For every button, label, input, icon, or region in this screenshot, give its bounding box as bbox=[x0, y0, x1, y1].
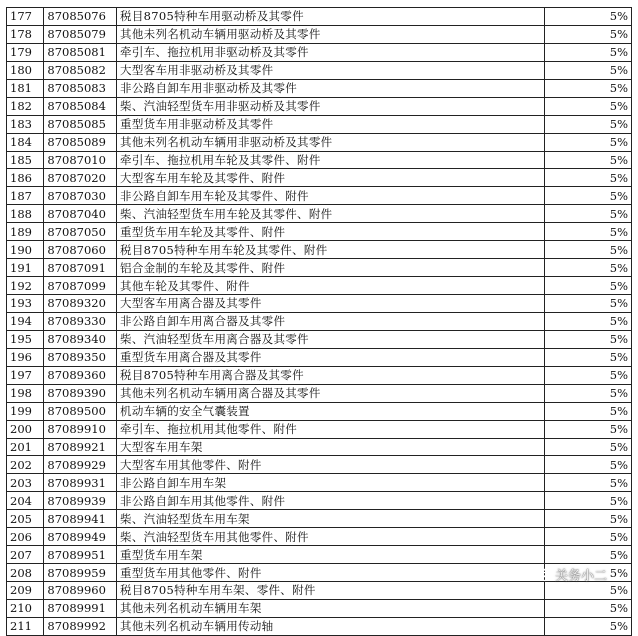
rate-cell: 5% bbox=[544, 187, 631, 205]
description-cell: 非公路自卸车用其他零件、附件 bbox=[117, 492, 545, 510]
table-row bbox=[7, 151, 632, 169]
table-row bbox=[7, 259, 632, 277]
rate-cell: 5% bbox=[544, 438, 631, 456]
hs-code-cell: 87089929 bbox=[44, 456, 117, 474]
description-cell: 重型货车用其他零件、附件 bbox=[117, 564, 545, 582]
description-cell: 牵引车、拖拉机用其他零件、附件 bbox=[117, 420, 545, 438]
hs-code-cell: 87089910 bbox=[44, 420, 117, 438]
hs-code-cell: 87087030 bbox=[44, 187, 117, 205]
description-cell: 其他车轮及其零件、附件 bbox=[117, 277, 545, 295]
rate-cell: 5% bbox=[544, 492, 631, 510]
table-row bbox=[7, 25, 632, 43]
rate-cell: 5% bbox=[544, 277, 631, 295]
row-index: 204 bbox=[7, 492, 44, 510]
row-index: 180 bbox=[7, 61, 44, 79]
row-index: 202 bbox=[7, 456, 44, 474]
row-index: 211 bbox=[7, 617, 44, 635]
row-index: 210 bbox=[7, 599, 44, 617]
row-index: 193 bbox=[7, 295, 44, 313]
table-row bbox=[7, 79, 632, 97]
row-index: 179 bbox=[7, 43, 44, 61]
rate-cell: 5% bbox=[544, 259, 631, 277]
rate-cell: 5% bbox=[544, 133, 631, 151]
row-index: 194 bbox=[7, 312, 44, 330]
row-index: 196 bbox=[7, 348, 44, 366]
table-row bbox=[7, 115, 632, 133]
rate-cell: 5% bbox=[544, 366, 631, 384]
table-row bbox=[7, 384, 632, 402]
row-index: 186 bbox=[7, 169, 44, 187]
rate-cell: 5% bbox=[544, 295, 631, 313]
row-index: 182 bbox=[7, 97, 44, 115]
hs-code-cell: 87085084 bbox=[44, 97, 117, 115]
row-index: 188 bbox=[7, 205, 44, 223]
hs-code-cell: 87089992 bbox=[44, 617, 117, 635]
rate-cell: 5% bbox=[544, 599, 631, 617]
rate-cell: 5% bbox=[544, 420, 631, 438]
rate-cell: 5% bbox=[544, 546, 631, 564]
hs-code-cell: 87089921 bbox=[44, 438, 117, 456]
table-row bbox=[7, 187, 632, 205]
rate-cell: 5% bbox=[544, 348, 631, 366]
rate-cell: 5% bbox=[544, 241, 631, 259]
row-index: 197 bbox=[7, 366, 44, 384]
row-index: 177 bbox=[7, 8, 44, 26]
rate-cell: 5% bbox=[544, 402, 631, 420]
hs-code-cell: 87089390 bbox=[44, 384, 117, 402]
description-cell: 大型客车用车轮及其零件、附件 bbox=[117, 169, 545, 187]
description-cell: 税目8705特种车用驱动桥及其零件 bbox=[117, 8, 545, 26]
description-cell: 大型客车用非驱动桥及其零件 bbox=[117, 61, 545, 79]
table-row bbox=[7, 617, 632, 635]
table-row bbox=[7, 474, 632, 492]
table-row bbox=[7, 366, 632, 384]
row-index: 209 bbox=[7, 582, 44, 600]
table-row bbox=[7, 223, 632, 241]
tariff-table-body bbox=[7, 8, 632, 636]
rate-cell: 5% bbox=[544, 528, 631, 546]
row-index: 200 bbox=[7, 420, 44, 438]
row-index: 206 bbox=[7, 528, 44, 546]
table-row bbox=[7, 582, 632, 600]
row-index: 201 bbox=[7, 438, 44, 456]
hs-code-cell: 87085089 bbox=[44, 133, 117, 151]
description-cell: 税目8705特种车用车轮及其零件、附件 bbox=[117, 241, 545, 259]
rate-cell: 5% bbox=[544, 151, 631, 169]
description-cell: 重型货车用车架 bbox=[117, 546, 545, 564]
description-cell: 柴、汽油轻型货车用车架 bbox=[117, 510, 545, 528]
description-cell: 其他未列名机动车辆用离合器及其零件 bbox=[117, 384, 545, 402]
row-index: 192 bbox=[7, 277, 44, 295]
rate-cell: 5% bbox=[544, 330, 631, 348]
rate-cell: 5% bbox=[544, 384, 631, 402]
description-cell: 柴、汽油轻型货车用车轮及其零件、附件 bbox=[117, 205, 545, 223]
hs-code-cell: 87089991 bbox=[44, 599, 117, 617]
tariff-table bbox=[6, 7, 632, 636]
rate-cell: 5% bbox=[544, 205, 631, 223]
rate-cell: 5% bbox=[544, 115, 631, 133]
table-row bbox=[7, 330, 632, 348]
description-cell: 大型客车用车架 bbox=[117, 438, 545, 456]
description-cell: 其他未列名机动车辆用驱动桥及其零件 bbox=[117, 25, 545, 43]
row-index: 203 bbox=[7, 474, 44, 492]
row-index: 185 bbox=[7, 151, 44, 169]
hs-code-cell: 87089500 bbox=[44, 402, 117, 420]
hs-code-cell: 87089360 bbox=[44, 366, 117, 384]
row-index: 208 bbox=[7, 564, 44, 582]
hs-code-cell: 87085085 bbox=[44, 115, 117, 133]
description-cell: 非公路自卸车用车轮及其零件、附件 bbox=[117, 187, 545, 205]
hs-code-cell: 87087091 bbox=[44, 259, 117, 277]
row-index: 181 bbox=[7, 79, 44, 97]
table-row bbox=[7, 492, 632, 510]
description-cell: 非公路自卸车用非驱动桥及其零件 bbox=[117, 79, 545, 97]
rate-cell: 5% bbox=[544, 582, 631, 600]
hs-code-cell: 87085083 bbox=[44, 79, 117, 97]
table-row bbox=[7, 61, 632, 79]
rate-cell: 5% bbox=[544, 8, 631, 26]
row-index: 207 bbox=[7, 546, 44, 564]
description-cell: 其他未列名机动车辆用传动轴 bbox=[117, 617, 545, 635]
row-index: 199 bbox=[7, 402, 44, 420]
description-cell: 重型货车用非驱动桥及其零件 bbox=[117, 115, 545, 133]
description-cell: 柴、汽油轻型货车用离合器及其零件 bbox=[117, 330, 545, 348]
table-row bbox=[7, 528, 632, 546]
hs-code-cell: 87089330 bbox=[44, 312, 117, 330]
hs-code-cell: 87087060 bbox=[44, 241, 117, 259]
table-row bbox=[7, 312, 632, 330]
description-cell: 铝合金制的车轮及其零件、附件 bbox=[117, 259, 545, 277]
hs-code-cell: 87089931 bbox=[44, 474, 117, 492]
hs-code-cell: 87087099 bbox=[44, 277, 117, 295]
description-cell: 非公路自卸车用离合器及其零件 bbox=[117, 312, 545, 330]
row-index: 178 bbox=[7, 25, 44, 43]
hs-code-cell: 87089960 bbox=[44, 582, 117, 600]
rate-cell: 5% bbox=[544, 474, 631, 492]
hs-code-cell: 87085079 bbox=[44, 25, 117, 43]
table-row bbox=[7, 133, 632, 151]
row-index: 183 bbox=[7, 115, 44, 133]
rate-cell: 5% bbox=[544, 25, 631, 43]
description-cell: 大型客车用离合器及其零件 bbox=[117, 295, 545, 313]
description-cell: 税目8705特种车用离合器及其零件 bbox=[117, 366, 545, 384]
hs-code-cell: 87087010 bbox=[44, 151, 117, 169]
rate-cell: 5% bbox=[544, 456, 631, 474]
table-row bbox=[7, 402, 632, 420]
table-row bbox=[7, 420, 632, 438]
table-row bbox=[7, 241, 632, 259]
table-row bbox=[7, 169, 632, 187]
table-row bbox=[7, 277, 632, 295]
rate-cell: 5% bbox=[544, 97, 631, 115]
rate-cell: 5% bbox=[544, 43, 631, 61]
description-cell: 重型货车用离合器及其零件 bbox=[117, 348, 545, 366]
rate-cell: 5% bbox=[544, 510, 631, 528]
row-index: 205 bbox=[7, 510, 44, 528]
description-cell: 大型客车用其他零件、附件 bbox=[117, 456, 545, 474]
table-row bbox=[7, 97, 632, 115]
description-cell: 牵引车、拖拉机用非驱动桥及其零件 bbox=[117, 43, 545, 61]
watermark-text: 关务小二 bbox=[555, 569, 608, 584]
description-cell: 重型货车用车轮及其零件、附件 bbox=[117, 223, 545, 241]
hs-code-cell: 87087050 bbox=[44, 223, 117, 241]
hs-code-cell: 87089350 bbox=[44, 348, 117, 366]
row-index: 190 bbox=[7, 241, 44, 259]
table-row bbox=[7, 295, 632, 313]
table-row bbox=[7, 510, 632, 528]
table-row bbox=[7, 8, 632, 26]
hs-code-cell: 87089951 bbox=[44, 546, 117, 564]
rate-cell: 5% bbox=[544, 617, 631, 635]
description-cell: 其他未列名机动车辆用非驱动桥及其零件 bbox=[117, 133, 545, 151]
hs-code-cell: 87089941 bbox=[44, 510, 117, 528]
table-row bbox=[7, 205, 632, 223]
description-cell: 税目8705特种车用车架、零件、附件 bbox=[117, 582, 545, 600]
rate-cell: 5% bbox=[544, 61, 631, 79]
row-index: 189 bbox=[7, 223, 44, 241]
table-row bbox=[7, 599, 632, 617]
rate-cell: 5% bbox=[544, 312, 631, 330]
rate-cell: 5% bbox=[544, 223, 631, 241]
row-index: 198 bbox=[7, 384, 44, 402]
table-row bbox=[7, 348, 632, 366]
rate-cell: 5% bbox=[544, 564, 631, 582]
rate-cell: 5% bbox=[544, 79, 631, 97]
hs-code-cell: 87085076 bbox=[44, 8, 117, 26]
description-cell: 柴、汽油轻型货车用非驱动桥及其零件 bbox=[117, 97, 545, 115]
hs-code-cell: 87089320 bbox=[44, 295, 117, 313]
table-row bbox=[7, 456, 632, 474]
hs-code-cell: 87087020 bbox=[44, 169, 117, 187]
hs-code-cell: 87085081 bbox=[44, 43, 117, 61]
table-row bbox=[7, 546, 632, 564]
description-cell: 柴、汽油轻型货车用其他零件、附件 bbox=[117, 528, 545, 546]
hs-code-cell: 87089939 bbox=[44, 492, 117, 510]
hs-code-cell: 87085082 bbox=[44, 61, 117, 79]
table-row bbox=[7, 438, 632, 456]
table-row bbox=[7, 43, 632, 61]
rate-cell: 5% bbox=[544, 169, 631, 187]
row-index: 184 bbox=[7, 133, 44, 151]
description-cell: 机动车辆的安全气囊装置 bbox=[117, 402, 545, 420]
row-index: 187 bbox=[7, 187, 44, 205]
description-cell: 其他未列名机动车辆用车架 bbox=[117, 599, 545, 617]
row-index: 191 bbox=[7, 259, 44, 277]
hs-code-cell: 87089949 bbox=[44, 528, 117, 546]
table-row bbox=[7, 564, 632, 582]
hs-code-cell: 87087040 bbox=[44, 205, 117, 223]
description-cell: 牵引车、拖拉机用车轮及其零件、附件 bbox=[117, 151, 545, 169]
hs-code-cell: 87089959 bbox=[44, 564, 117, 582]
row-index: 195 bbox=[7, 330, 44, 348]
description-cell: 非公路自卸车用车架 bbox=[117, 474, 545, 492]
hs-code-cell: 87089340 bbox=[44, 330, 117, 348]
